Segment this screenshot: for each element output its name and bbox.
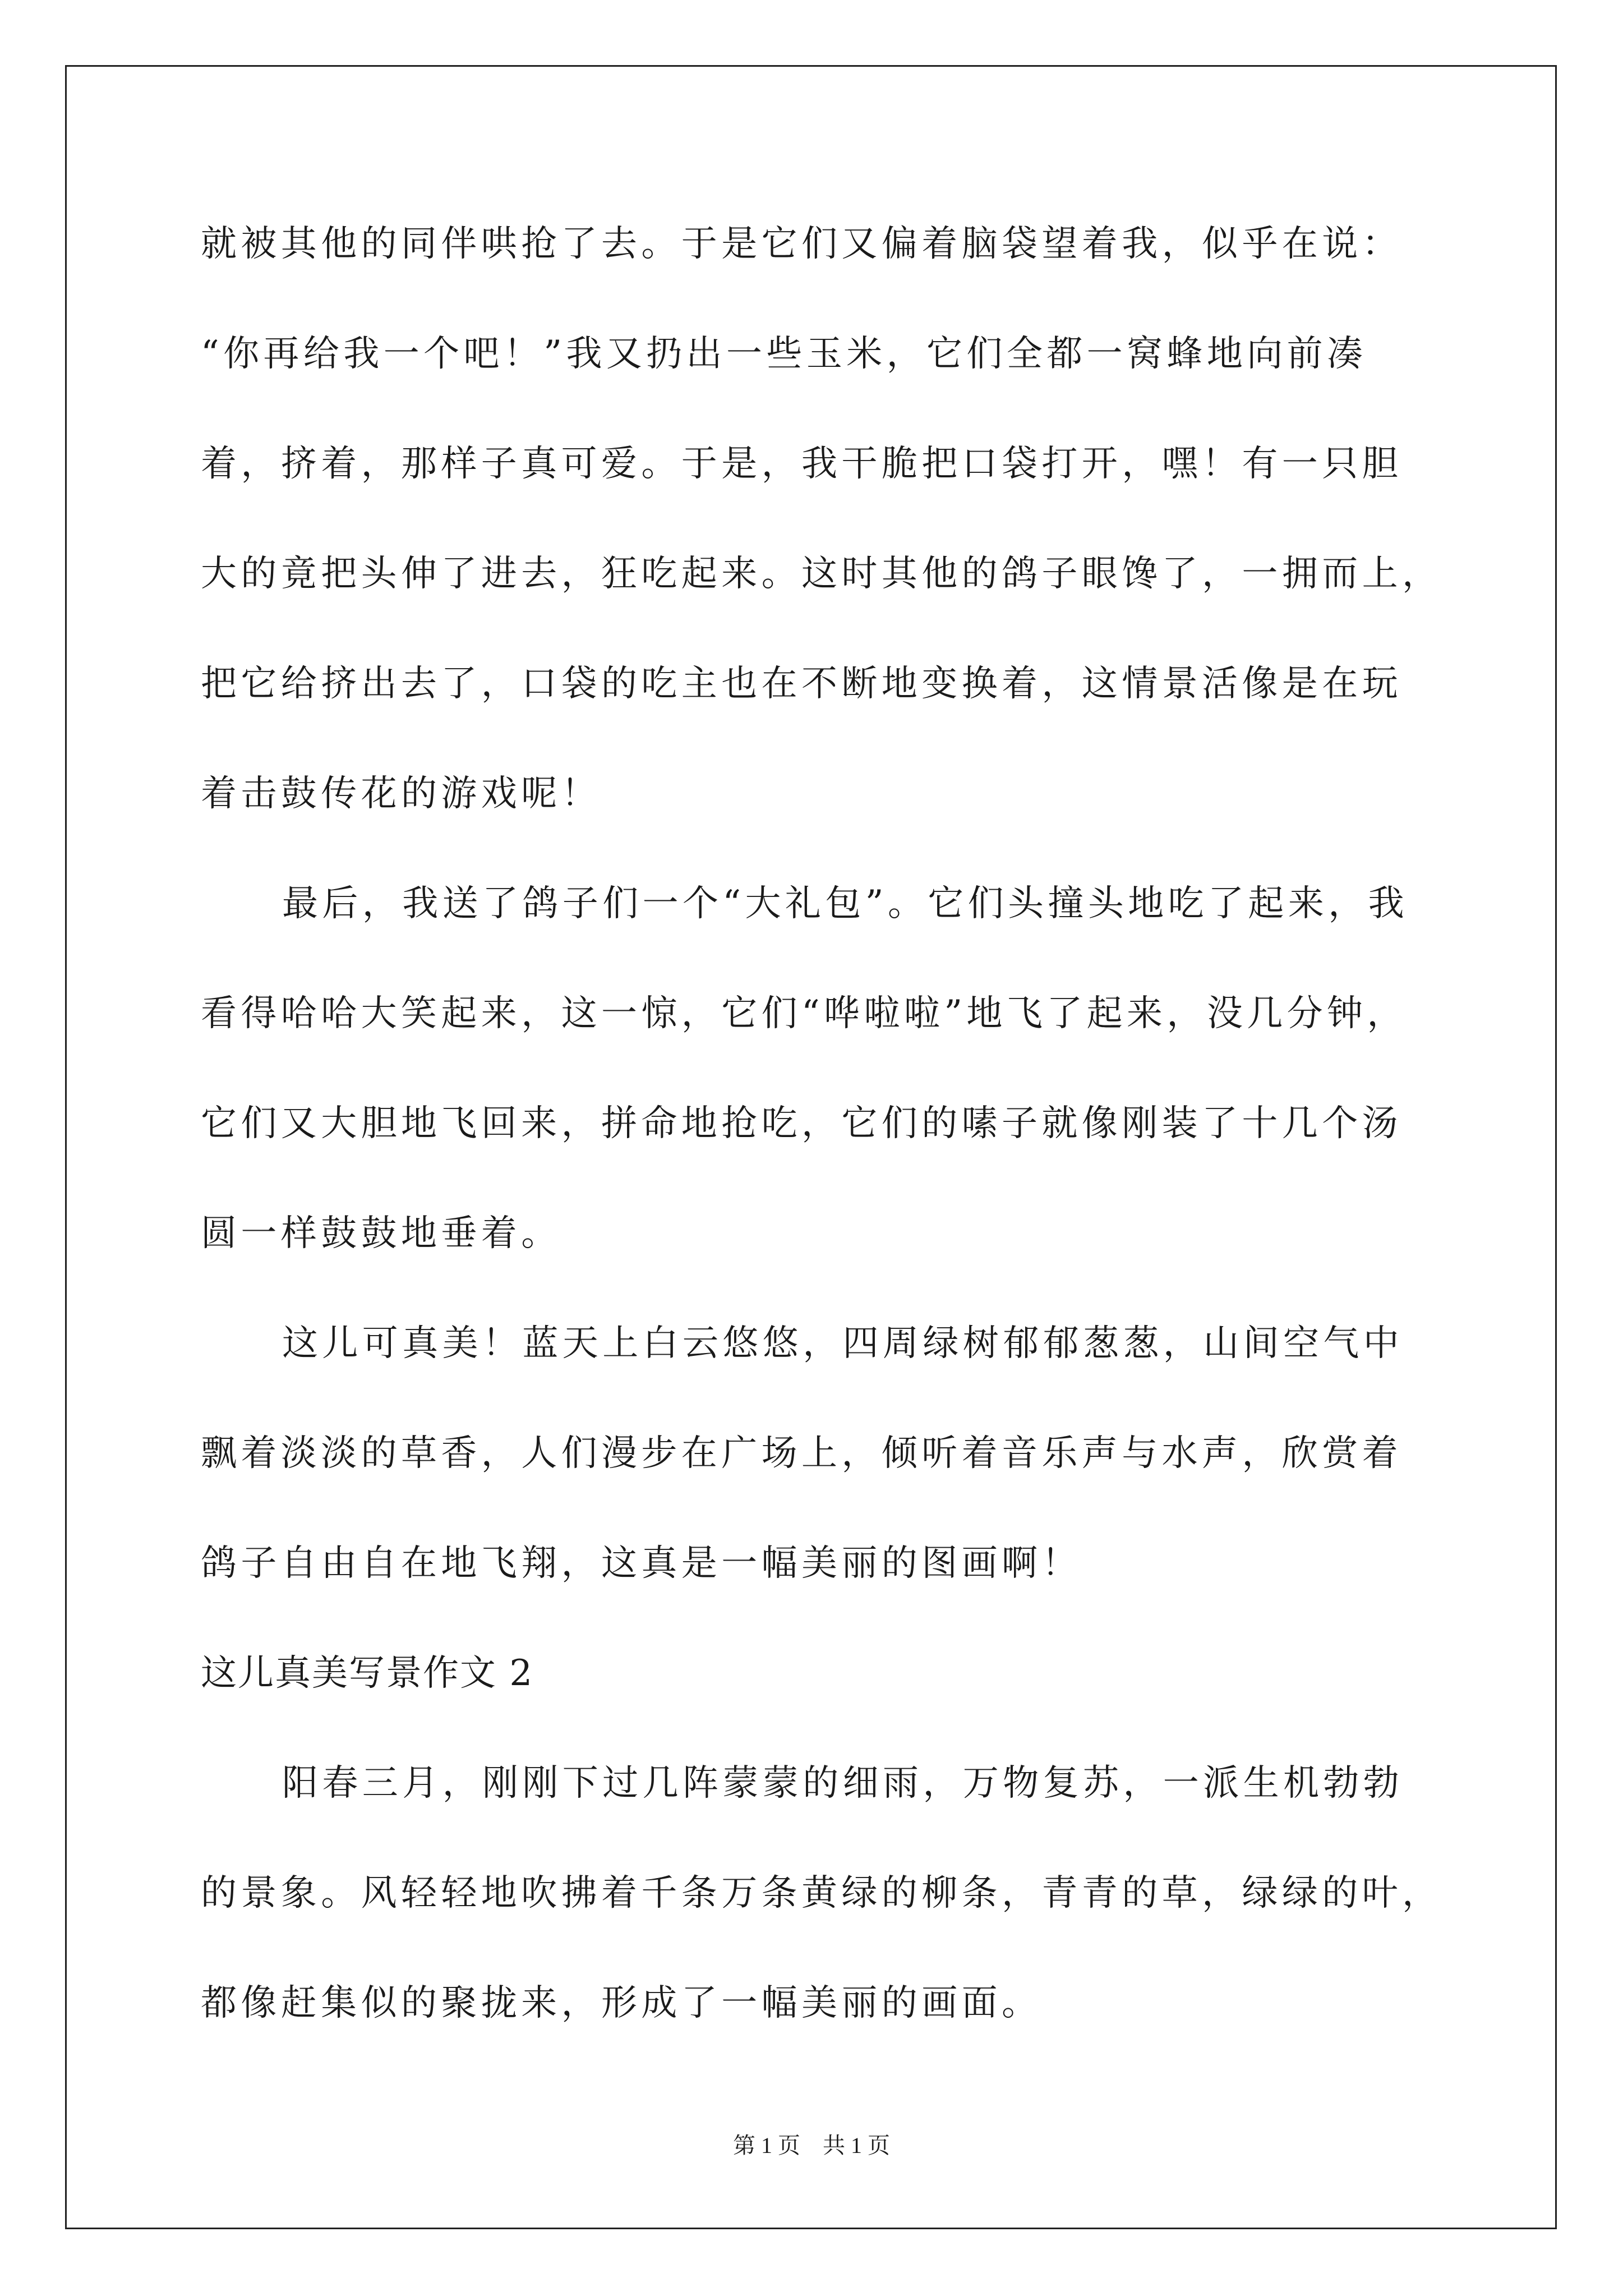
text-line: 大的竟把头伸了进去，狂吃起来。这时其他的鸽子眼馋了，一拥而上， [201, 553, 1442, 595]
text-line: 就被其他的同伴哄抢了去。于是它们又偏着脑袋望着我，似乎在说： [201, 223, 1402, 265]
text-line: 着，挤着，那样子真可爱。于是，我干脆把口袋打开，嘿！有一只胆 [201, 443, 1402, 485]
text-line: 鸽子自由自在地飞翔，这真是一幅美丽的图画啊！ [201, 1543, 1082, 1584]
text-line: 把它给挤出去了，口袋的吃主也在不断地变换着，这情景活像是在玩 [201, 663, 1402, 705]
text-line: 看得哈哈大笑起来，这一惊，它们“哗啦啦”地飞了起来，没几分钟， [201, 993, 1407, 1034]
paragraph-start-line: 这儿可真美！蓝天上白云悠悠，四周绿树郁郁葱葱，山间空气中 [282, 1323, 1404, 1364]
paragraph-start-line: 最后，我送了鸽子们一个“大礼包”。它们头撞头地吃了起来，我 [282, 883, 1409, 924]
section-heading: 这儿真美写景作文 2 [201, 1653, 534, 1694]
page-number-total: 共 1 页 [823, 2133, 890, 2158]
page-number-current: 第 1 页 [733, 2133, 800, 2158]
text-line: “你再给我一个吧！”我又扔出一些玉米，它们全都一窝蜂地向前凑 [201, 333, 1367, 375]
paragraph-start-line: 阳春三月，刚刚下过几阵蒙蒙的细雨，万物复苏，一派生机勃勃 [282, 1763, 1404, 1804]
text-line: 它们又大胆地飞回来，拼命地抢吃，它们的嗉子就像刚装了十几个汤 [201, 1103, 1402, 1144]
text-line: 都像赶集似的聚拢来，形成了一幅美丽的画面。 [201, 1982, 1042, 2024]
text-line: 着击鼓传花的游戏呢！ [201, 773, 601, 815]
text-line: 飘着淡淡的草香，人们漫步在广场上，倾听着音乐声与水声，欣赏着 [201, 1433, 1402, 1474]
text-line: 圆一样鼓鼓地垂着。 [201, 1213, 561, 1254]
page-footer [0, 2129, 1623, 2162]
document-body [201, 205, 1442, 2074]
text-line: 的景象。风轻轻地吹拂着千条万条黄绿的柳条，青青的草，绿绿的叶， [201, 1872, 1442, 1914]
